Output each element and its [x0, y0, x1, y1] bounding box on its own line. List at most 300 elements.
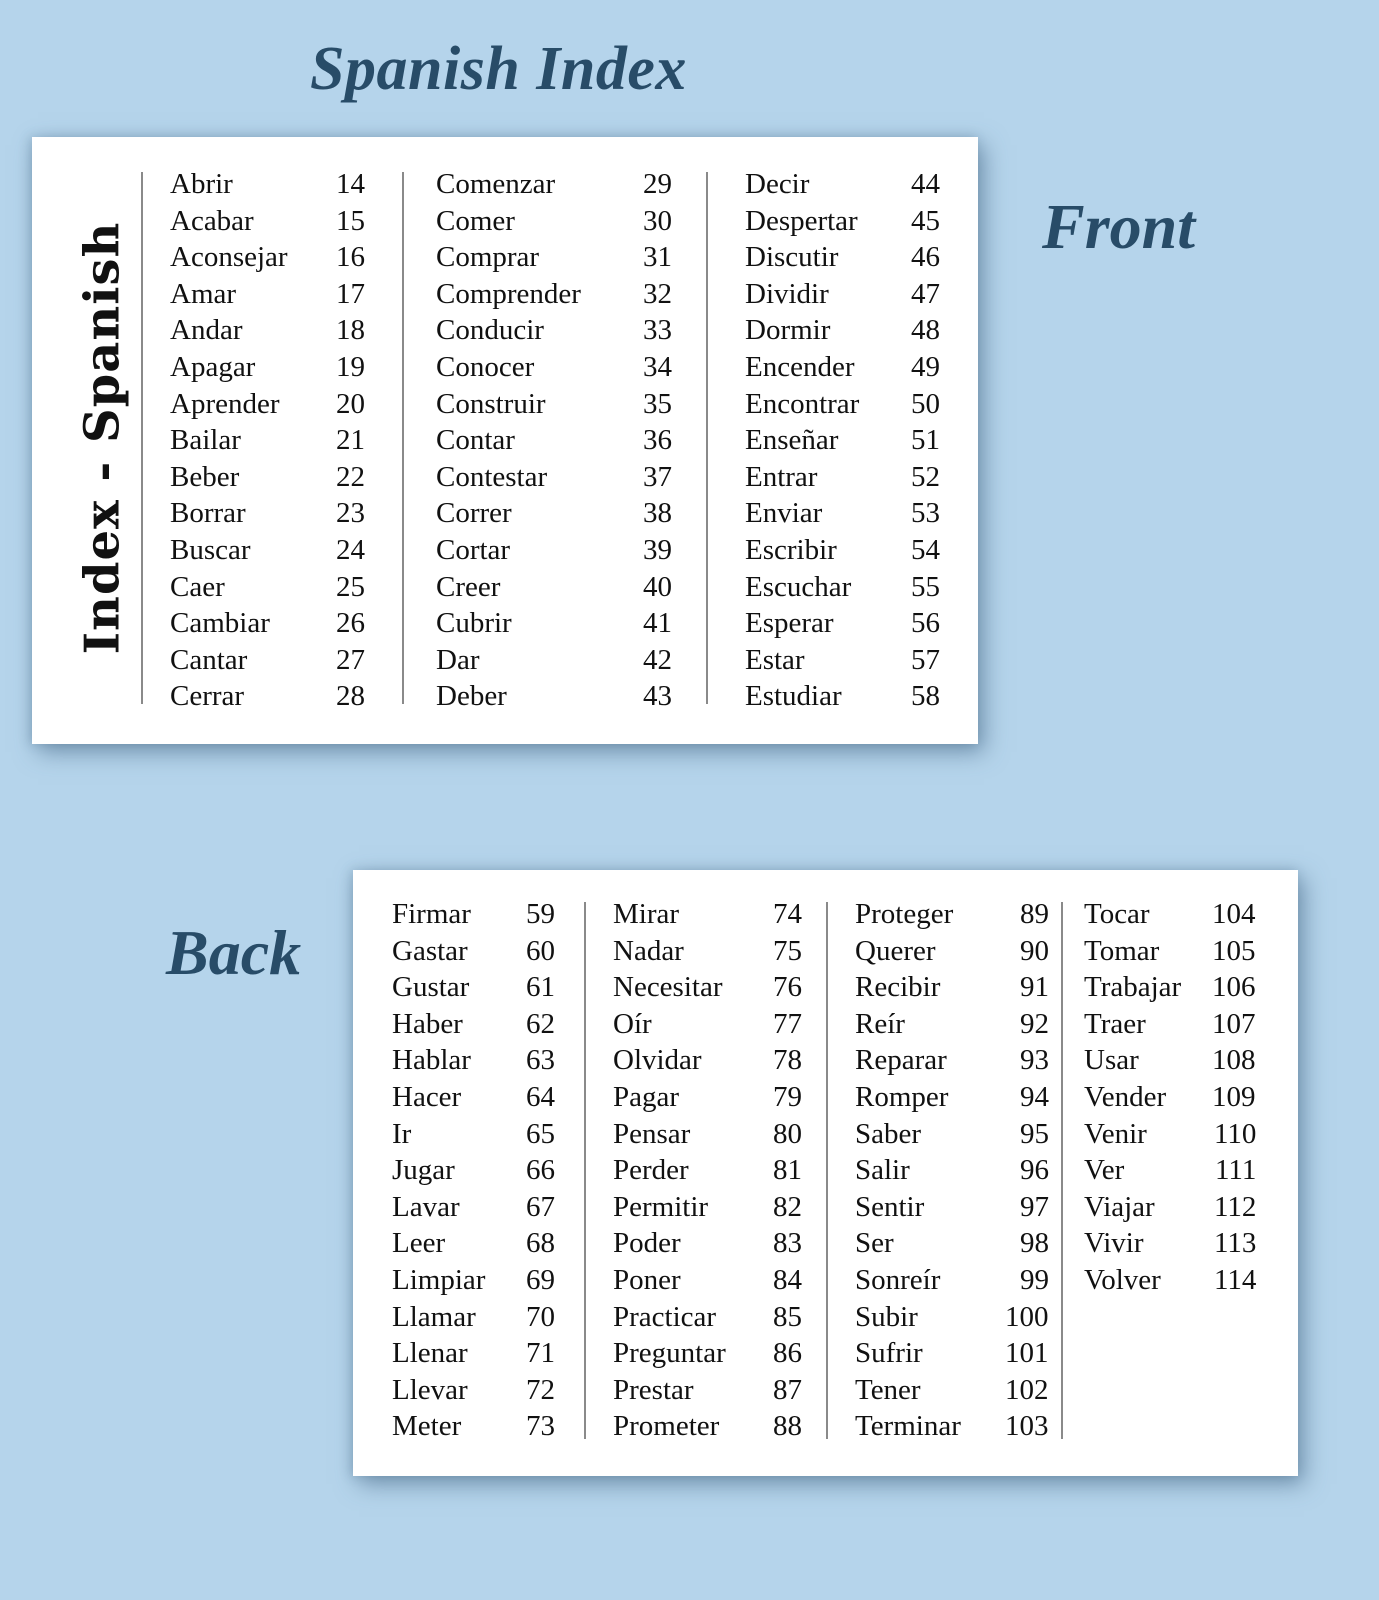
index-entry: [436, 386, 672, 423]
index-entry: [170, 386, 365, 423]
index-entry: [1084, 1225, 1256, 1262]
verb-label: Llevar: [392, 1373, 468, 1406]
verb-label: Gastar: [392, 934, 468, 967]
page-number: 87: [773, 1373, 802, 1406]
page-number: 103: [1005, 1410, 1049, 1443]
index-entry: [436, 166, 672, 203]
page-number: 40: [643, 570, 672, 603]
index-entry: [170, 642, 365, 679]
verb-label: Limpiar: [392, 1263, 486, 1296]
verb-label: Vivir: [1084, 1227, 1144, 1260]
index-entry: [613, 933, 802, 970]
page-number: 86: [773, 1337, 802, 1370]
page-number: 21: [336, 424, 365, 457]
page-title: Spanish Index: [310, 35, 687, 103]
index-entry: [1084, 1262, 1256, 1299]
verb-label: Proteger: [855, 898, 954, 930]
index-entry: [436, 678, 672, 715]
page-number: 80: [773, 1117, 802, 1150]
index-entry: [745, 276, 940, 313]
verb-label: Ver: [1084, 1154, 1125, 1187]
index-entry: [855, 896, 1049, 933]
index-entry: [436, 642, 672, 679]
index-entry: [613, 1006, 802, 1043]
verb-label: Viajar: [1084, 1190, 1155, 1223]
page-number: 39: [643, 533, 672, 566]
index-entry: [855, 1079, 1049, 1116]
verb-label: Cubrir: [436, 607, 512, 640]
verb-label: Dormir: [745, 314, 831, 347]
page-number: 105: [1212, 934, 1256, 967]
index-entry: [436, 422, 672, 459]
verb-label: Lavar: [392, 1190, 460, 1223]
verb-label: Apagar: [170, 350, 256, 383]
page-number: 68: [526, 1227, 555, 1260]
verb-label: Buscar: [170, 533, 251, 566]
page-number: 54: [911, 533, 940, 566]
column-separator: [706, 172, 708, 704]
index-entry: [855, 969, 1049, 1006]
page-number: 113: [1214, 1227, 1257, 1260]
index-entry: [855, 1152, 1049, 1189]
index-entry: [855, 1225, 1049, 1262]
index-entry: [855, 1262, 1049, 1299]
index-entry: [392, 1116, 555, 1153]
index-entry: [745, 166, 940, 203]
page-number: 64: [526, 1080, 555, 1113]
page-number: 35: [643, 387, 672, 420]
index-entry: [613, 1116, 802, 1153]
verb-label: Encender: [745, 350, 855, 383]
verb-label: Subir: [855, 1300, 918, 1333]
verb-label: Hablar: [392, 1044, 471, 1077]
index-entry: [1084, 969, 1256, 1006]
index-entry: [392, 1079, 555, 1116]
page-number: 85: [773, 1300, 802, 1333]
page-number: 52: [911, 460, 940, 493]
index-entry: [170, 166, 365, 203]
index-entry: [613, 896, 802, 933]
verb-label: Comprar: [436, 241, 540, 274]
page-number: 97: [1020, 1190, 1049, 1223]
index-entry: [613, 1152, 802, 1189]
verb-label: Reparar: [855, 1044, 947, 1077]
index-entry: [745, 239, 940, 276]
page-number: 70: [526, 1300, 555, 1333]
index-entry: [745, 569, 940, 606]
page-number: 23: [336, 497, 365, 530]
index-entry: [745, 605, 940, 642]
page-number: 84: [773, 1263, 802, 1296]
column-separator: [584, 902, 586, 1439]
verb-label: Cortar: [436, 533, 511, 566]
page-number: 74: [773, 898, 802, 930]
verb-label: Pagar: [613, 1080, 680, 1113]
index-entry: [855, 1408, 1049, 1445]
index-entry: [392, 1189, 555, 1226]
page-number: 112: [1214, 1190, 1257, 1223]
page-number: 75: [773, 934, 802, 967]
verb-label: Prometer: [613, 1410, 720, 1443]
verb-label: Mirar: [613, 898, 680, 930]
verb-label: Firmar: [392, 898, 471, 930]
index-entry: [170, 459, 365, 496]
page-number: 73: [526, 1410, 555, 1443]
page-number: 81: [773, 1154, 802, 1187]
page-number: 33: [643, 314, 672, 347]
verb-label: Meter: [392, 1410, 462, 1443]
index-entry: [1084, 1042, 1256, 1079]
verb-label: Llenar: [392, 1337, 468, 1370]
page-number: 102: [1005, 1373, 1049, 1406]
verb-label: Conocer: [436, 350, 535, 383]
index-entry: [1084, 1006, 1256, 1043]
verb-label: Cerrar: [170, 680, 245, 713]
page-number: 44: [911, 168, 940, 200]
verb-label: Saber: [855, 1117, 922, 1150]
page-number: 104: [1212, 898, 1256, 930]
index-entry: [170, 532, 365, 569]
index-entry: [745, 349, 940, 386]
page-number: 91: [1020, 971, 1049, 1004]
page-number: 55: [911, 570, 940, 603]
index-entry: [613, 1408, 802, 1445]
index-entry: [392, 1042, 555, 1079]
verb-label: Venir: [1084, 1117, 1147, 1150]
column-separator: [402, 172, 404, 704]
verb-label: Hacer: [392, 1080, 462, 1113]
page-number: 45: [911, 204, 940, 237]
front-column-1: [170, 166, 365, 715]
index-entry: [613, 1299, 802, 1336]
verb-label: Terminar: [855, 1410, 961, 1443]
page-number: 22: [336, 460, 365, 493]
index-entry: [170, 422, 365, 459]
page-number: 17: [336, 277, 365, 310]
page-number: 34: [643, 350, 672, 383]
page-number: 99: [1020, 1263, 1049, 1296]
index-entry: [392, 1299, 555, 1336]
index-entry: [745, 532, 940, 569]
page-number: 38: [643, 497, 672, 530]
page-number: 93: [1020, 1044, 1049, 1077]
page-number: 58: [911, 680, 940, 713]
verb-label: Jugar: [392, 1154, 455, 1187]
verb-label: Poner: [613, 1263, 681, 1296]
back-column-4: [1084, 896, 1256, 1299]
front-column-3: [745, 166, 940, 715]
page-number: 109: [1212, 1080, 1256, 1113]
verb-label: Comenzar: [436, 168, 556, 200]
page-number: 61: [526, 971, 555, 1004]
index-entry: [170, 495, 365, 532]
index-entry: [613, 1372, 802, 1409]
verb-label: Vender: [1084, 1080, 1167, 1113]
verb-label: Enseñar: [745, 424, 839, 457]
index-entry: [1084, 1079, 1256, 1116]
page-number: 83: [773, 1227, 802, 1260]
verb-label: Escribir: [745, 533, 837, 566]
page-number: 98: [1020, 1227, 1049, 1260]
verb-label: Beber: [170, 460, 240, 493]
verb-label: Amar: [170, 277, 237, 310]
page-number: 29: [643, 168, 672, 200]
page-number: 46: [911, 241, 940, 274]
page-number: 31: [643, 241, 672, 274]
verb-label: Pensar: [613, 1117, 691, 1150]
page-number: 95: [1020, 1117, 1049, 1150]
verb-label: Encontrar: [745, 387, 860, 420]
verb-label: Usar: [1084, 1044, 1139, 1077]
index-entry: [436, 203, 672, 240]
index-entry: [436, 569, 672, 606]
index-spanish-label: Index - Spanish: [74, 221, 131, 655]
verb-label: Trabajar: [1084, 971, 1182, 1004]
index-entry: [745, 495, 940, 532]
verb-label: Contar: [436, 424, 515, 457]
index-entry: [745, 459, 940, 496]
verb-label: Enviar: [745, 497, 823, 530]
index-entry: [855, 1006, 1049, 1043]
index-entry: [745, 203, 940, 240]
index-entry: [392, 1335, 555, 1372]
index-entry: [613, 1262, 802, 1299]
page-number: 110: [1214, 1117, 1257, 1150]
verb-label: Llamar: [392, 1300, 476, 1333]
back-column-3: [855, 896, 1049, 1445]
verb-label: Esperar: [745, 607, 834, 640]
page-number: 42: [643, 643, 672, 676]
verb-label: Practicar: [613, 1300, 717, 1333]
verb-label: Correr: [436, 497, 512, 530]
index-entry: [436, 349, 672, 386]
page-number: 114: [1214, 1263, 1257, 1296]
verb-label: Comer: [436, 204, 515, 237]
verb-label: Cambiar: [170, 607, 270, 640]
verb-label: Sufrir: [855, 1337, 923, 1370]
index-entry: [745, 642, 940, 679]
index-entry: [170, 569, 365, 606]
page-number: 90: [1020, 934, 1049, 967]
verb-label: Romper: [855, 1080, 949, 1113]
verb-label: Entrar: [745, 460, 818, 493]
index-entry: [170, 349, 365, 386]
verb-label: Ser: [855, 1227, 894, 1260]
index-entry: [613, 969, 802, 1006]
page-number: 100: [1005, 1300, 1049, 1333]
page-number: 32: [643, 277, 672, 310]
index-entry: [855, 1299, 1049, 1336]
page-number: 20: [336, 387, 365, 420]
verb-label: Perder: [613, 1154, 689, 1187]
page-number: 82: [773, 1190, 802, 1223]
verb-label: Sentir: [855, 1190, 925, 1223]
verb-label: Estar: [745, 643, 805, 676]
verb-label: Cantar: [170, 643, 248, 676]
page-number: 15: [336, 204, 365, 237]
page-number: 43: [643, 680, 672, 713]
index-entry: [392, 896, 555, 933]
index-entry: [436, 495, 672, 532]
page-number: 50: [911, 387, 940, 420]
page-number: 88: [773, 1410, 802, 1443]
verb-label: Tener: [855, 1373, 921, 1406]
index-entry: [392, 1006, 555, 1043]
verb-label: Discutir: [745, 241, 839, 274]
index-entry: [613, 1335, 802, 1372]
verb-label: Poder: [613, 1227, 681, 1260]
page-number: 25: [336, 570, 365, 603]
index-entry: [170, 203, 365, 240]
verb-label: Abrir: [170, 168, 233, 200]
page-number: 76: [773, 971, 802, 1004]
index-entry: [436, 459, 672, 496]
page-number: 79: [773, 1080, 802, 1113]
verb-label: Aconsejar: [170, 241, 288, 274]
page-number: 37: [643, 460, 672, 493]
page-number: 66: [526, 1154, 555, 1187]
page-number: 92: [1020, 1007, 1049, 1040]
verb-label: Reír: [855, 1007, 905, 1040]
verb-label: Prestar: [613, 1373, 694, 1406]
page-number: 60: [526, 934, 555, 967]
index-entry: [392, 1225, 555, 1262]
index-entry: [436, 239, 672, 276]
verb-label: Aprender: [170, 387, 280, 420]
page-number: 16: [336, 241, 365, 274]
index-entry: [436, 276, 672, 313]
page-number: 51: [911, 424, 940, 457]
verb-label: Borrar: [170, 497, 246, 530]
front-label: Front: [1042, 191, 1195, 262]
page-number: 47: [911, 277, 940, 310]
verb-label: Tomar: [1084, 934, 1160, 967]
index-entry: [613, 1189, 802, 1226]
page-number: 56: [911, 607, 940, 640]
index-entry: [436, 605, 672, 642]
index-entry: [170, 312, 365, 349]
page-number: 96: [1020, 1154, 1049, 1187]
verb-label: Gustar: [392, 971, 470, 1004]
index-entry: [1084, 933, 1256, 970]
page-number: 69: [526, 1263, 555, 1296]
verb-label: Ir: [392, 1117, 412, 1150]
verb-label: Andar: [170, 314, 243, 347]
verb-label: Leer: [392, 1227, 446, 1260]
index-entry: [855, 1335, 1049, 1372]
index-entry: [436, 532, 672, 569]
back-column-1: [392, 896, 555, 1445]
verb-label: Permitir: [613, 1190, 709, 1223]
index-entry: [392, 1372, 555, 1409]
index-entry: [613, 1225, 802, 1262]
page-number: 57: [911, 643, 940, 676]
index-entry: [1084, 1152, 1256, 1189]
page-number: 89: [1020, 898, 1049, 930]
verb-label: Traer: [1084, 1007, 1146, 1040]
column-separator: [826, 902, 828, 1439]
page-number: 28: [336, 680, 365, 713]
verb-label: Olvidar: [613, 1044, 702, 1077]
index-entry: [745, 422, 940, 459]
index-entry: [170, 605, 365, 642]
verb-label: Comprender: [436, 277, 581, 310]
page-number: 19: [336, 350, 365, 383]
index-entry: [745, 386, 940, 423]
verb-label: Volver: [1084, 1263, 1161, 1296]
index-entry: [855, 1042, 1049, 1079]
page-number: 77: [773, 1007, 802, 1040]
vertical-index-title: [72, 172, 132, 704]
index-entry: [745, 312, 940, 349]
index-entry: [392, 1408, 555, 1445]
verb-label: Dar: [436, 643, 480, 676]
verb-label: Construir: [436, 387, 546, 420]
page-number: 49: [911, 350, 940, 383]
page-number: 78: [773, 1044, 802, 1077]
index-entry: [392, 1152, 555, 1189]
verb-label: Contestar: [436, 460, 548, 493]
verb-label: Salir: [855, 1154, 910, 1187]
index-entry: [855, 933, 1049, 970]
page-number: 101: [1005, 1337, 1049, 1370]
back-label: Back: [166, 917, 302, 988]
index-entry: [436, 312, 672, 349]
verb-label: Bailar: [170, 424, 241, 457]
column-separator: [1061, 902, 1063, 1439]
page-number: 14: [336, 168, 365, 200]
index-entry: [170, 239, 365, 276]
page-number: 108: [1212, 1044, 1256, 1077]
page-number: 107: [1212, 1007, 1256, 1040]
page-number: 71: [526, 1337, 555, 1370]
page-number: 27: [336, 643, 365, 676]
page-number: 72: [526, 1373, 555, 1406]
verb-label: Caer: [170, 570, 225, 603]
page-number: 24: [336, 533, 365, 566]
verb-label: Sonreír: [855, 1263, 941, 1296]
verb-label: Deber: [436, 680, 507, 713]
index-entry: [855, 1372, 1049, 1409]
verb-label: Oír: [613, 1007, 652, 1040]
index-entry: [745, 678, 940, 715]
verb-label: Recibir: [855, 971, 941, 1004]
column-separator: [141, 172, 143, 704]
page-number: 18: [336, 314, 365, 347]
verb-label: Haber: [392, 1007, 463, 1040]
index-entry: [170, 276, 365, 313]
index-entry: [392, 1262, 555, 1299]
page-number: 26: [336, 607, 365, 640]
index-entry: [613, 1079, 802, 1116]
index-entry: [855, 1116, 1049, 1153]
page-number: 59: [526, 898, 555, 930]
verb-label: Nadar: [613, 934, 684, 967]
page-number: 30: [643, 204, 672, 237]
page-number: 62: [526, 1007, 555, 1040]
front-column-2: [436, 166, 672, 715]
page-number: 94: [1020, 1080, 1049, 1113]
page-number: 65: [526, 1117, 555, 1150]
index-entry: [170, 678, 365, 715]
index-entry: [1084, 1189, 1256, 1226]
page-number: 41: [643, 607, 672, 640]
page-number: 106: [1212, 971, 1256, 1004]
verb-label: Conducir: [436, 314, 544, 347]
index-entry: [392, 969, 555, 1006]
page-number: 53: [911, 497, 940, 530]
verb-label: Creer: [436, 570, 501, 603]
